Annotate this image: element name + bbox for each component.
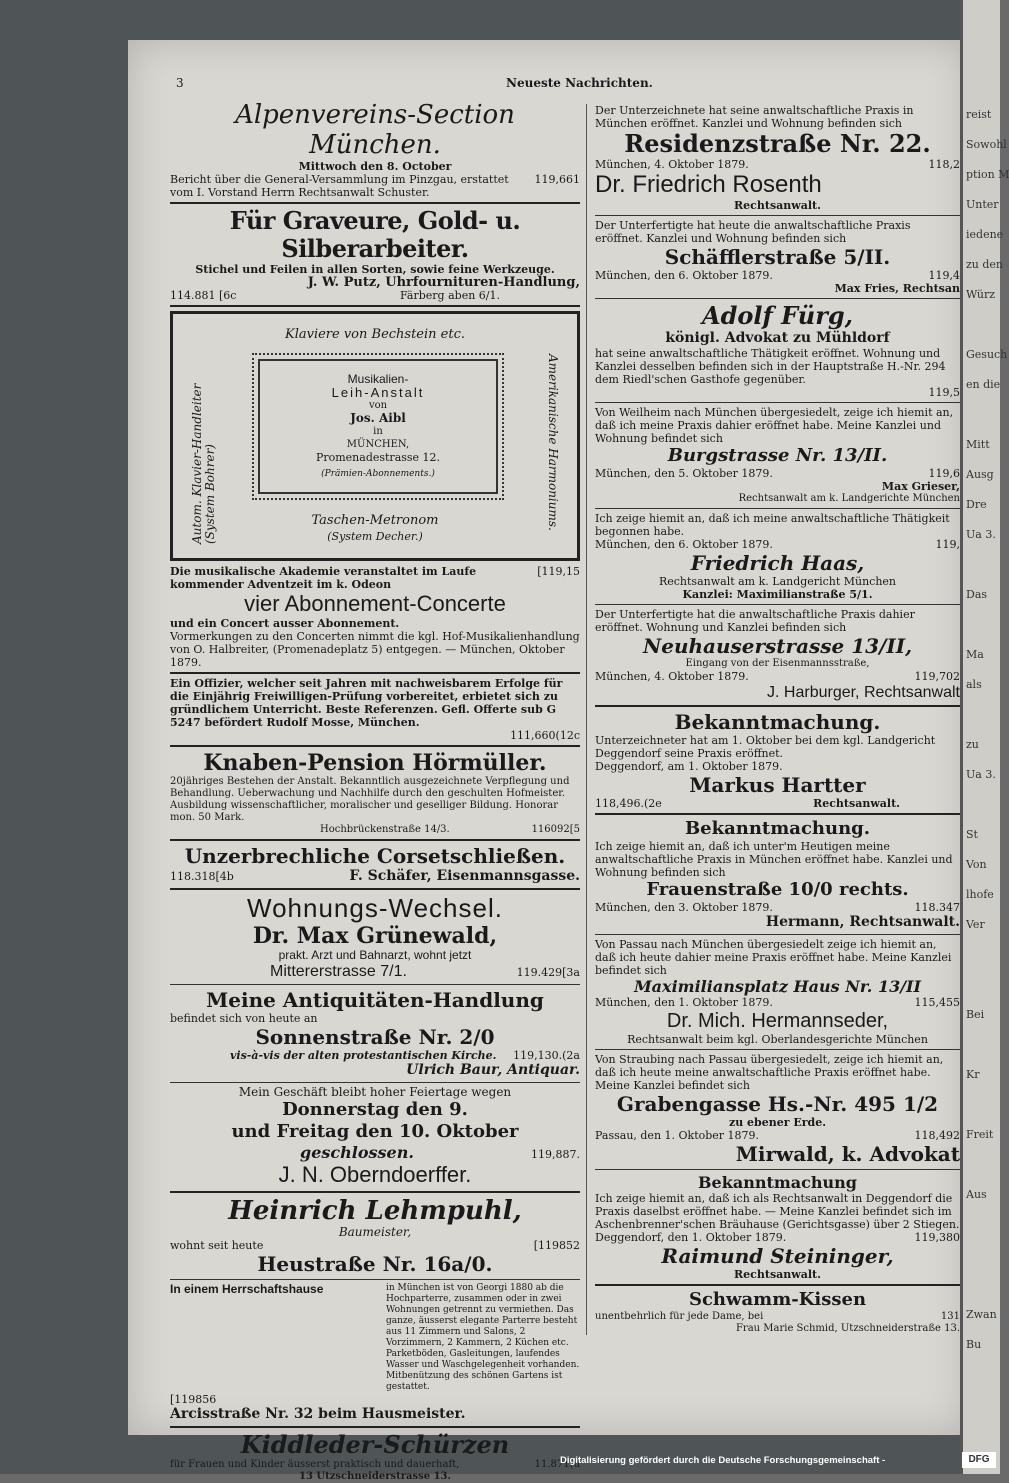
notice-code: 115,455 bbox=[914, 996, 960, 1009]
edge-text-line bbox=[963, 790, 1000, 820]
edge-text-line bbox=[963, 700, 1000, 730]
ad-code: 131 bbox=[940, 1311, 960, 1322]
ad-text: in München ist von Georgi 1880 ab die Hochparterre, zusammen oder in zwei Wohnungen getrennt zu vermiethen. Das ganze, äusserst elegante Parterre besteht aus 11 Zimmern und Salons, 2 Vorzimmern, 2 Kammern, 2 Küchen etc. Parketböden, Gasleitungen, laufendes Wasser und Waschgelegenheit vorhanden. Mitbenützung des schönen Gartens ist gestattet. bbox=[386, 1283, 580, 1392]
ad-musikalien-box bbox=[170, 311, 580, 561]
edge-text-line: Das bbox=[966, 588, 988, 601]
edge-text-line: reist bbox=[966, 108, 992, 121]
edge-text-line: Mitt bbox=[966, 438, 990, 451]
notice-date: München, den 6. Oktober 1879. bbox=[595, 538, 773, 551]
edge-text-line bbox=[963, 1240, 1000, 1270]
adjacent-page-edge bbox=[960, 0, 1009, 1474]
notice-rosenthal bbox=[595, 104, 960, 212]
edge-text-line bbox=[963, 1030, 1000, 1060]
notice-role: Rechtsanwalt. bbox=[813, 797, 900, 810]
ad-title: Schwamm-Kissen bbox=[688, 1289, 867, 1310]
divider bbox=[595, 508, 960, 509]
ad-text: und Freitag den 10. Oktober bbox=[231, 1121, 519, 1142]
ad-text: Mein Geschäft bleibt hoher Feiertage wegen bbox=[238, 1085, 512, 1099]
edge-text-line: Ausg bbox=[966, 468, 994, 481]
notice-title: Bekanntmachung. bbox=[684, 818, 871, 839]
notice-address: Maximiliansplatz Haus Nr. 13/II bbox=[633, 977, 922, 996]
ad-address: Hochbrückenstraße 14/3. bbox=[320, 824, 450, 835]
notice-text: Ich zeige hiemit an, daß ich als Rechtsanwalt in Deggendorf die Praxis daselbst eröffnet habe. — Meine Kanzlei befindet sich im Aschenbrenner'schen Bräuhause (Gerichtsgasse) über 2 Stiegen. bbox=[595, 1192, 960, 1231]
divider bbox=[595, 402, 960, 403]
notice-name: Dr. Friedrich Rosenth bbox=[595, 171, 822, 198]
divider bbox=[595, 705, 960, 707]
ad-title: In einem Herrschaftshause bbox=[170, 1282, 324, 1296]
ad-title: Unzerbrechliche Corsetschließen. bbox=[184, 844, 566, 868]
edge-text-line: lhofe bbox=[966, 888, 994, 901]
box-line: Musikalien- bbox=[347, 372, 409, 386]
edge-text-line: Unter bbox=[966, 198, 999, 211]
ad-firm: Ulrich Baur, Antiquar. bbox=[406, 1062, 580, 1078]
notice-code: 118,496.(2e bbox=[595, 797, 662, 810]
notice-role: Rechtsanwalt beim kgl. Oberlandesgerichte München bbox=[627, 1033, 928, 1046]
notice-name: Markus Hartter bbox=[689, 773, 866, 797]
notice-role: Rechtsanwalt. bbox=[734, 1268, 821, 1281]
ad-firm: F. Schäfer, Eisenmannsgasse. bbox=[349, 868, 580, 884]
notice-text: Ich zeige hiemit an, daß ich meine anwaltschaftliche Thätigkeit begonnen habe. bbox=[595, 512, 950, 538]
edge-text-line: Ua 3. bbox=[966, 528, 996, 541]
divider bbox=[595, 813, 960, 815]
divider bbox=[595, 215, 960, 216]
ad-corset bbox=[170, 844, 580, 885]
ad-wohnungswechsel bbox=[170, 893, 580, 981]
notice-date: München, den 6. Oktober 1879. bbox=[595, 269, 773, 282]
notice-text: Der Unterfertigte hat heute die anwaltschaftliche Praxis eröffnet. Kanzlei und Wohnung befinden sich bbox=[595, 219, 911, 245]
right-column bbox=[586, 104, 960, 1335]
ad-title: Heinrich Lehmpuhl, bbox=[228, 1196, 522, 1226]
notice-name: J. Harburger, Rechtsanwalt bbox=[767, 684, 960, 701]
ad-code: 119,130.(2a bbox=[513, 1049, 580, 1062]
ad-title: Wohnungs-Wechsel. bbox=[247, 893, 503, 923]
edge-text-line: Ver bbox=[966, 918, 985, 931]
notice-address: Frauenstraße 10/0 rechts. bbox=[646, 879, 909, 900]
notice-name: Raimund Steininger, bbox=[661, 1244, 894, 1268]
edge-text-line bbox=[963, 310, 1000, 340]
notice-code: 119,4 bbox=[928, 269, 960, 282]
notice-code: 119,380 bbox=[914, 1231, 960, 1244]
notice-hermann bbox=[595, 818, 960, 931]
edge-text-line: Ma bbox=[966, 648, 984, 661]
notice-role: Rechtsanwalt am k. Landgerichte München bbox=[738, 493, 960, 504]
divider bbox=[170, 1426, 580, 1428]
notice-text: zu ebener Erde. bbox=[728, 1116, 827, 1129]
ad-text: prakt. Arzt und Bahnarzt, wohnt jetzt bbox=[278, 948, 472, 962]
notice-code: 118.347 bbox=[914, 901, 960, 914]
edge-text-line: Von bbox=[966, 858, 987, 871]
ad-firm: J. W. Putz, Uhrfournituren-Handlung, bbox=[307, 275, 580, 290]
ad-code: 116092[5 bbox=[531, 824, 580, 835]
box-line: Leih-Anstalt bbox=[331, 385, 425, 400]
edge-text-line: Aus bbox=[966, 1188, 987, 1201]
divider bbox=[170, 984, 580, 985]
ad-code: [119852 bbox=[533, 1239, 580, 1252]
notice-text: Der Unterfertigte hat die anwaltschaftliche Praxis dahier eröffnet. Wohnung und Kanzlei befinden sich bbox=[595, 608, 915, 634]
notice-address: Residenzstraße Nr. 22. bbox=[624, 129, 931, 158]
ad-address: Arcisstraße Nr. 32 beim Hausmeister. bbox=[170, 1406, 466, 1422]
ad-title: vier Abonnement-Concerte bbox=[244, 591, 506, 616]
notice-address: Schäfflerstraße 5/II. bbox=[664, 245, 891, 269]
ad-code: [119,15 bbox=[537, 565, 580, 578]
box-bottom-text: (System Decher.) bbox=[327, 530, 423, 543]
ad-address: Heustraße Nr. 16a/0. bbox=[257, 1252, 493, 1276]
ad-code: 119.429[3a bbox=[516, 966, 580, 979]
edge-text-line bbox=[963, 1210, 1000, 1240]
page-title: Neueste Nachrichten. bbox=[506, 76, 653, 90]
notice-code: 119,702 bbox=[914, 670, 960, 683]
box-top-text: Klaviere von Bechstein etc. bbox=[284, 327, 465, 342]
ad-code: [119856 bbox=[170, 1393, 217, 1406]
notice-haas bbox=[595, 512, 960, 601]
notice-name: Max Fries, Rechtsan bbox=[834, 282, 960, 295]
edge-text-line: zu bbox=[966, 738, 979, 751]
notice-role: Rechtsanwalt am k. Landgericht München bbox=[658, 575, 897, 588]
notice-role: Rechtsanwalt. bbox=[734, 199, 821, 212]
divider bbox=[170, 1279, 580, 1280]
notice-code: 118,2 bbox=[928, 158, 960, 171]
box-line: Promenadestrasse 12. bbox=[315, 451, 441, 464]
ad-title: Knaben-Pension Hörmüller. bbox=[203, 750, 547, 776]
notice-date: München, 4. Oktober 1879. bbox=[595, 158, 749, 171]
ad-offizier bbox=[170, 677, 580, 742]
edge-text-line bbox=[963, 970, 1000, 1000]
ad-antiquitaeten bbox=[170, 988, 580, 1079]
ad-schwammkissen bbox=[595, 1289, 960, 1335]
notice-name: Mirwald, k. Advokat bbox=[735, 1142, 960, 1166]
notice-role: königl. Advokat zu Mühldorf bbox=[665, 330, 890, 346]
notice-date: Deggendorf, am 1. Oktober 1879. bbox=[595, 760, 783, 773]
ad-lehmpuhl bbox=[170, 1196, 580, 1276]
notice-text: hat seine anwaltschaftliche Thätigkeit eröffnet. Wohnung und Kanzlei desselben befinden sich in der Hauptstraße H.-Nr. 294 dem Riedl'schen Gasthofe gegenüber. bbox=[595, 347, 946, 386]
notice-text: Unterzeichneter hat am 1. Oktober bei dem kgl. Landgericht Deggendorf seine Praxis eröffnet. bbox=[595, 734, 936, 760]
divider bbox=[595, 934, 960, 935]
notice-name: Hermann, Rechtsanwalt. bbox=[765, 914, 960, 930]
ad-text: 20jähriges Bestehen der Anstalt. Bekanntlich ausgezeichnete Verpflegung und Behandlung. Ueberwachung und Nachhilfe durch den geschulten Hofmeister. Ausbildung wissenschaftlicher, moralischer und geselliger Bildung. Honorar mon. 50 Mark. bbox=[170, 776, 570, 823]
ad-akademie bbox=[170, 565, 580, 669]
ad-text: wohnt seit heute bbox=[170, 1239, 264, 1252]
edge-text-line bbox=[963, 550, 1000, 580]
edge-text-line: Bei bbox=[966, 1008, 985, 1021]
notice-hartter bbox=[595, 710, 960, 810]
box-line: in bbox=[373, 426, 383, 437]
notice-name: Dr. Mich. Hermannseder, bbox=[666, 1010, 889, 1032]
box-left-text: Autom. Klavier-Handleiter (System Bohrer) bbox=[190, 383, 217, 544]
notice-code: 119, bbox=[935, 538, 960, 551]
edge-text-line bbox=[963, 1090, 1000, 1120]
edge-text-line bbox=[963, 1270, 1000, 1300]
edge-text-line: Ua 3. bbox=[966, 768, 996, 781]
ad-date: Mittwoch den 8. October bbox=[298, 160, 452, 173]
ad-text: befindet sich von heute an bbox=[170, 1012, 318, 1025]
notice-fuerg bbox=[595, 302, 960, 399]
left-column bbox=[170, 100, 580, 1483]
notice-code: 119,5 bbox=[928, 386, 960, 399]
ad-code: 114.881 [6c bbox=[170, 289, 237, 302]
box-inner-frame bbox=[258, 359, 498, 494]
divider bbox=[170, 1082, 580, 1083]
dfg-logo: DFG bbox=[962, 1452, 996, 1468]
notice-fries bbox=[595, 219, 960, 295]
ad-text: Donnerstag den 9. bbox=[282, 1099, 468, 1120]
divider bbox=[170, 1191, 580, 1193]
ad-text: geschlossen. bbox=[300, 1143, 414, 1162]
divider bbox=[170, 672, 580, 674]
notice-mirwald bbox=[595, 1053, 960, 1166]
edge-text-line: Sowohl bbox=[966, 138, 1007, 151]
edge-text-line: Zwan bbox=[966, 1308, 997, 1321]
box-line: (Prämien-Abonnements.) bbox=[321, 469, 435, 479]
notice-name: Max Grieser, bbox=[881, 480, 960, 493]
edge-text-line: ption M bbox=[966, 168, 1009, 181]
ad-oberndoerffer bbox=[170, 1086, 580, 1188]
notice-name: Friedrich Haas, bbox=[690, 551, 865, 575]
edge-text-line: St bbox=[966, 828, 978, 841]
notice-date: München, den 5. Oktober 1879. bbox=[595, 467, 773, 480]
page-number: 3 bbox=[176, 76, 184, 90]
ad-text: vis-à-vis der alten protestantischen Kirche. bbox=[230, 1049, 497, 1062]
ad-code: 119,887. bbox=[531, 1148, 580, 1161]
notice-text: Ich zeige hiemit an, daß ich unter'm Heutigen meine anwaltschaftliche Praxis in München eröffnet habe. Kanzlei und Wohnung befinden sich bbox=[595, 840, 953, 879]
ad-firm: J. N. Oberndoerffer. bbox=[278, 1162, 472, 1187]
edge-text-line bbox=[963, 940, 1000, 970]
divider bbox=[595, 1169, 960, 1170]
box-line: MÜNCHEN, bbox=[346, 439, 410, 450]
box-bottom-text: Taschen-Metronom bbox=[311, 513, 439, 528]
edge-text-line: Freit bbox=[966, 1128, 994, 1141]
edge-text-line: iedene bbox=[966, 228, 1004, 241]
ad-title: Alpenvereins-Section München. bbox=[235, 100, 515, 160]
digitization-footer: Digitalisierung gefördert durch die Deutsche Forschungsgemeinschaft - bbox=[560, 1455, 886, 1466]
ad-title: Kiddleder-Schürzen bbox=[240, 1430, 510, 1459]
divider bbox=[595, 1284, 960, 1286]
notice-address: Grabengasse Hs.-Nr. 495 1/2 bbox=[616, 1092, 939, 1116]
ad-text: für Frauen und Kinder äusserst praktisch und dauerhaft, bbox=[170, 1459, 460, 1470]
ad-alpenverein bbox=[170, 100, 580, 199]
notice-date: Deggendorf, den 1. Oktober 1879. bbox=[595, 1231, 787, 1244]
ad-address: 13 Utzschneiderstrasse 13. bbox=[299, 1471, 451, 1482]
ad-text: Ein Offizier, welcher seit Jahren mit nachweisbarem Erfolge für die Einjährig Freiwilligen-Prüfung vorbereitet, erbietet sich zu gründlichem Unterricht. Beste Referenzen. Gefl. Offerte sub G 5247 befördert Rudolf Mosse, München. bbox=[170, 677, 563, 729]
divider bbox=[595, 298, 960, 299]
ad-text: Bericht über die General-Versammlung im Pinzgau, erstattet vom I. Vorstand Herrn Rechtsanwalt Schuster. bbox=[170, 173, 509, 199]
divider bbox=[170, 839, 580, 841]
ad-code: 118.318[4b bbox=[170, 870, 234, 883]
ad-text: unentbehrlich für jede Dame, bei bbox=[595, 1311, 764, 1322]
ad-text: Die musikalische Akademie veranstaltet im Laufe kommender Adventzeit im k. Odeon bbox=[170, 565, 477, 591]
notice-code: 118,492 bbox=[914, 1129, 960, 1142]
edge-text-line: Bu bbox=[966, 1338, 982, 1351]
divider bbox=[170, 202, 580, 204]
ad-address: Mittererstrasse 7/1. bbox=[270, 963, 407, 980]
ad-knabenpension bbox=[170, 750, 580, 836]
divider bbox=[595, 604, 960, 605]
ad-title: Meine Antiquitäten-Handlung bbox=[206, 988, 544, 1012]
notice-address: Burgstrasse Nr. 13/II. bbox=[667, 445, 888, 466]
notice-text: Der Unterzeichnete hat seine anwaltschaftliche Praxis in München eröffnet. Kanzlei und Wohnung befinden sich bbox=[595, 104, 914, 130]
ad-code: 111,660(12c bbox=[510, 729, 580, 742]
page-header bbox=[170, 76, 960, 94]
divider bbox=[170, 888, 580, 890]
notice-harburger bbox=[595, 608, 960, 702]
notice-text: Von Passau nach München übergesiedelt zeige ich hiemit an, daß ich heute dahier meine Praxis eröffnet habe. Meine Kanzlei befindet sich bbox=[595, 938, 952, 977]
edge-text-line bbox=[963, 400, 1000, 430]
divider bbox=[595, 1049, 960, 1050]
ad-firm: Frau Marie Schmid, Utzschneiderstraße 13. bbox=[735, 1323, 960, 1334]
edge-text-line: Dre bbox=[966, 498, 987, 511]
notice-steininger bbox=[595, 1173, 960, 1281]
notice-text: Eingang von der Eisenmannsstraße, bbox=[685, 658, 870, 669]
ad-graveure bbox=[170, 207, 580, 302]
edge-text-line: Würz bbox=[966, 288, 995, 301]
notice-code: 119,6 bbox=[928, 467, 960, 480]
ad-name: Dr. Max Grünewald, bbox=[252, 923, 498, 949]
notice-name: Adolf Fürg, bbox=[701, 301, 854, 330]
notice-address: Neuhauserstrasse 13/II, bbox=[642, 634, 913, 658]
ad-address: Färberg aben 6/1. bbox=[400, 289, 500, 302]
notice-grieser bbox=[595, 406, 960, 505]
box-line: von bbox=[368, 400, 388, 411]
ad-text: Stichel und Feilen in allen Sorten, sowie feine Werkzeuge. bbox=[195, 263, 555, 276]
notice-address: Kanzlei: Maximilianstraße 5/1. bbox=[682, 588, 873, 601]
edge-text-line: en die bbox=[966, 378, 1001, 391]
ad-code: 119,661 bbox=[534, 173, 580, 186]
ad-schuerzen bbox=[170, 1431, 580, 1483]
edge-text-line bbox=[963, 610, 1000, 640]
notice-text: Von Weilheim nach München übergesiedelt, zeige ich hiemit an, daß ich meine Praxis dahier eröffnet habe. Meine Kanzlei und Wohnung befindet sich bbox=[595, 406, 954, 445]
notice-hermannseder bbox=[595, 938, 960, 1046]
notice-date: Passau, den 1. Oktober 1879. bbox=[595, 1129, 760, 1142]
ad-title: Für Graveure, Gold- u. Silberarbeiter. bbox=[229, 206, 521, 263]
edge-text-line: Kr bbox=[966, 1068, 980, 1081]
box-right-text: Amerikanische Harmoniums. bbox=[546, 354, 560, 531]
edge-text-line: zu den bbox=[966, 258, 1004, 271]
notice-title: Bekanntmachung bbox=[698, 1173, 857, 1192]
ad-text: und ein Concert ausser Abonnement. bbox=[170, 617, 400, 630]
notice-text: Von Straubing nach Passau übergesiedelt, zeige ich hiemit an, daß ich heute meine anwaltschaftliche Praxis eröffnet habe. Meine Kanzlei befindet sich bbox=[595, 1053, 944, 1092]
notice-date: München, 4. Oktober 1879. bbox=[595, 670, 749, 683]
ad-code: 11.871(u bbox=[534, 1459, 580, 1470]
ad-text: Baumeister, bbox=[338, 1225, 412, 1239]
ad-text: Vormerkungen zu den Concerten nimmt die kgl. Hof-Musikalienhandlung von O. Halbreiter, (Promenadeplatz 5) entgegen. — München, Oktober 1879. bbox=[170, 630, 580, 669]
box-line: Jos. Aibl bbox=[350, 411, 406, 425]
ad-address: Sonnenstraße Nr. 2/0 bbox=[255, 1025, 495, 1049]
edge-text-line bbox=[963, 1150, 1000, 1180]
notice-title: Bekanntmachung. bbox=[674, 710, 881, 734]
edge-text-line: Gesuch bbox=[966, 348, 1008, 361]
divider bbox=[170, 305, 580, 307]
notice-date: München, den 3. Oktober 1879. bbox=[595, 901, 773, 914]
edge-text-line: als bbox=[966, 678, 982, 691]
divider bbox=[170, 745, 580, 747]
ad-herrschaftshaus bbox=[170, 1283, 580, 1393]
notice-date: München, den 1. Oktober 1879. bbox=[595, 996, 773, 1009]
